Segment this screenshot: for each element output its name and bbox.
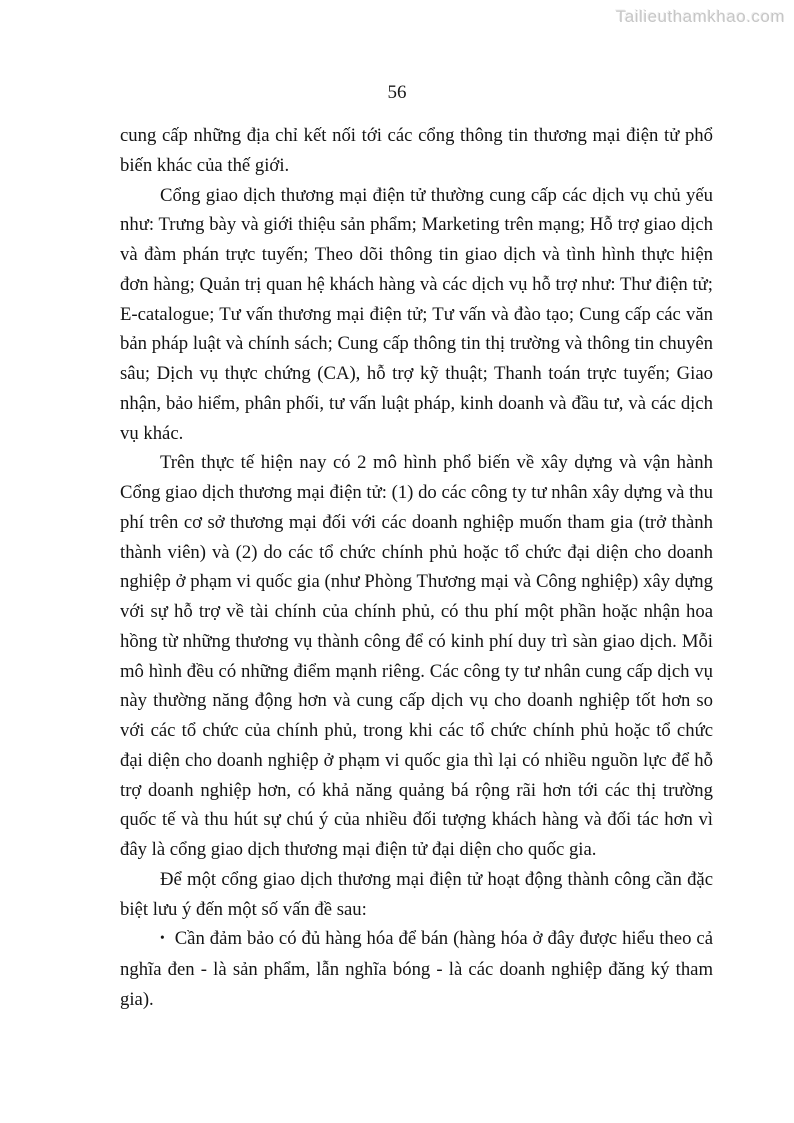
paragraph: Trên thực tế hiện nay có 2 mô hình phổ biến về xây dựng và vận hành Cổng giao dịch thương mại điện tử: (1) do các công ty tư nhân xây dựng và thu phí trên cơ sở thương mại đối với các doanh nghiệp muốn tham gia (trở thành thành viên) và (2) do các tổ chức chính phủ hoặc tổ chức đại diện cho doanh nghiệp ở phạm vi quốc gia (như Phòng Thương mại và Công nghiệp) xây dựng với sự hỗ trợ về tài chính của chính phủ, có thu phí một phần hoặc nhận hoa hồng từ những thương vụ thành công để có kinh phí duy trì sàn giao dịch. Mỗi mô hình đều có những điểm mạnh riêng. Các công ty tư nhân cung cấp dịch vụ này thường năng động hơn và cung cấp dịch vụ cho doanh nghiệp tốt hơn so với các tổ chức của chính phủ, trong khi các tổ chức chính phủ hoặc tổ chức đại diện cho doanh nghiệp ở phạm vi quốc gia thì lại có nhiều nguồn lực để hỗ trợ doanh nghiệp hơn, có khả năng quảng bá rộng rãi hơn tới các thị trường quốc tế và thu hút sự chú ý của nhiều đối tượng khách hàng và đối tác hơn vì đây là cổng giao dịch thương mại điện tử đại diện cho quốc gia. bbox=[120, 452, 713, 860]
bullet-item: • Cần đảm bảo có đủ hàng hóa để bán (hàng hóa ở đây được hiểu theo cả nghĩa đen - là sản phẩm, lẫn nghĩa bóng - là các doanh nghiệp đăng ký tham gia). bbox=[120, 928, 713, 1010]
paragraph: cung cấp những địa chỉ kết nối tới các cổng thông tin thương mại điện tử phổ biến khác của thế giới. bbox=[120, 125, 713, 176]
page-number: 56 bbox=[387, 82, 407, 103]
bullet-icon: • bbox=[160, 930, 165, 946]
page-body bbox=[120, 121, 713, 1015]
paragraph: Cổng giao dịch thương mại điện tử thường cung cấp các dịch vụ chủ yếu như: Trưng bày và giới thiệu sản phẩm; Marketing trên mạng; Hỗ trợ giao dịch và đàm phán trực tuyến; Theo dõi thông tin giao dịch và tình hình thực hiện đơn hàng; Quản trị quan hệ khách hàng và các dịch vụ hỗ trợ như: Thư điện tử; E-catalogue; Tư vấn thương mại điện tử; Tư vấn và đào tạo; Cung cấp các văn bản pháp luật và chính sách; Cung cấp thông tin thị trường và thông tin chuyên sâu; Dịch vụ thực chứng (CA), hỗ trợ kỹ thuật; Thanh toán trực tuyến; Giao nhận, bảo hiểm, phân phối, tư vấn luật pháp, kinh doanh và đầu tư, và các dịch vụ khác. bbox=[120, 184, 713, 444]
watermark: Tailieuthamkhao.com bbox=[615, 7, 785, 26]
paragraph: Để một cổng giao dịch thương mại điện tử hoạt động thành công cần đặc biệt lưu ý đến một số vấn đề sau: bbox=[120, 868, 713, 920]
